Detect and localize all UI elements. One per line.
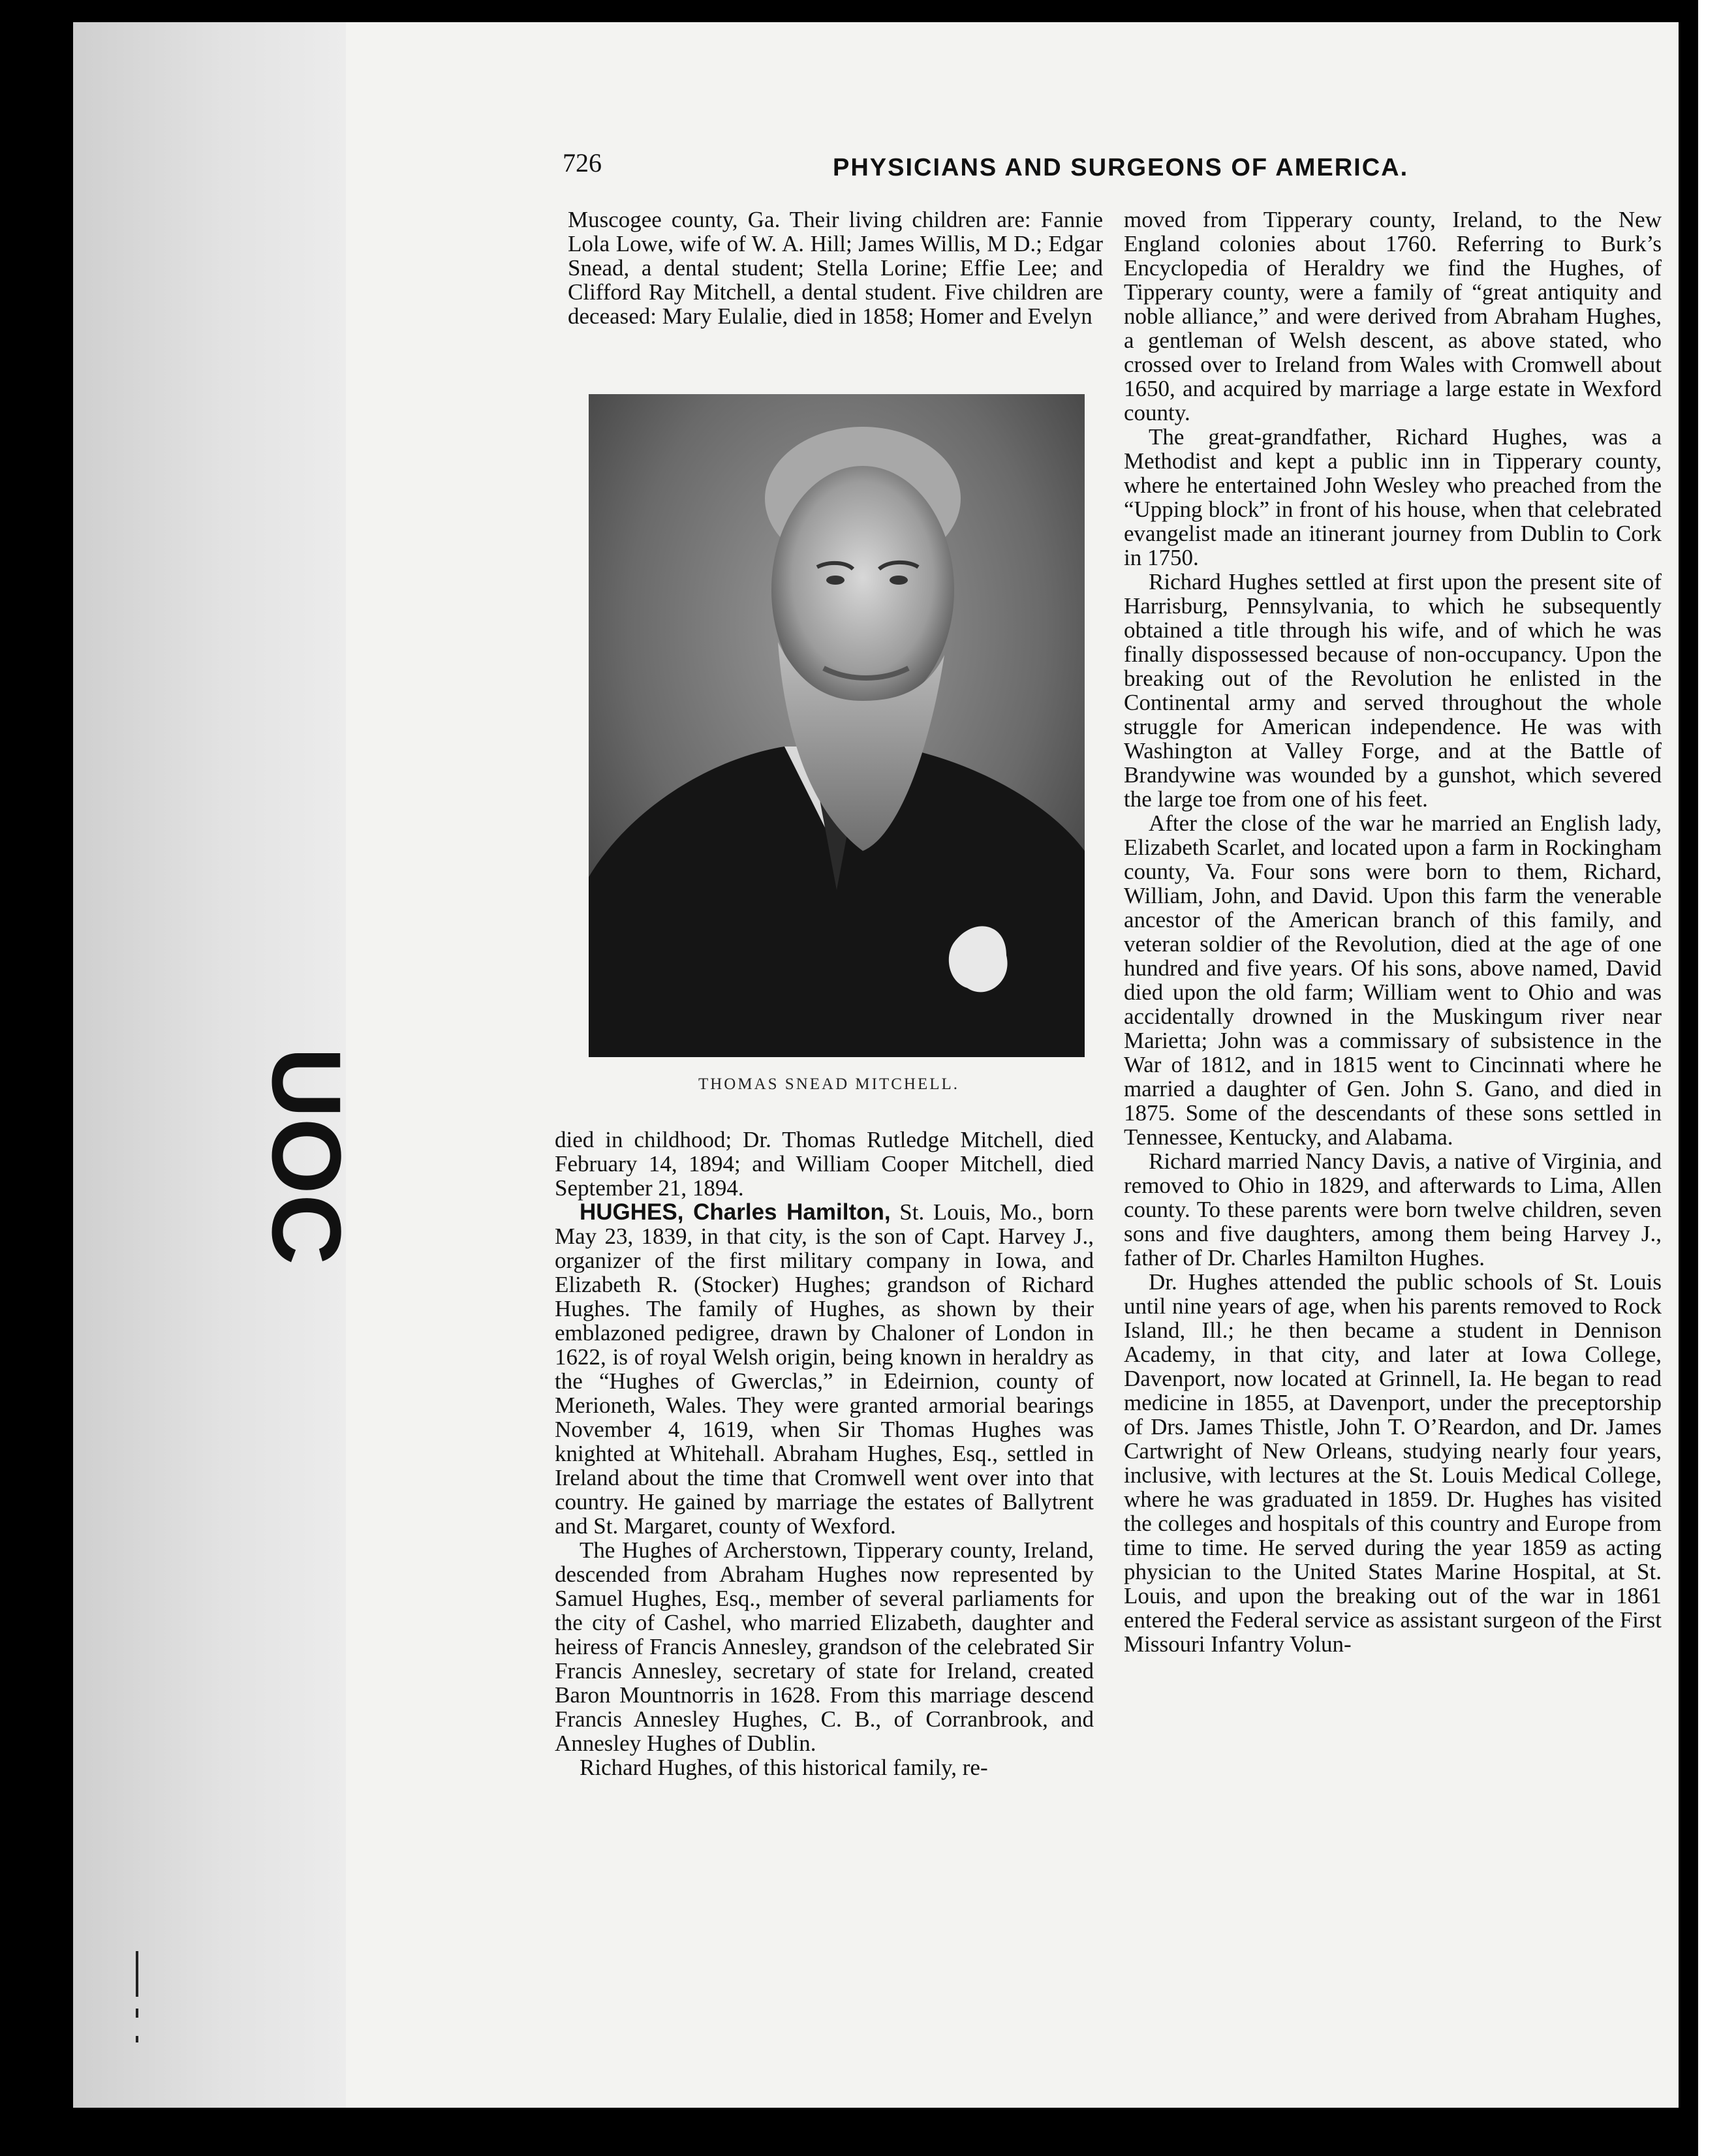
paragraph: Richard Hughes, of this historical family, re-	[580, 1755, 988, 1780]
paragraph: died in childhood; Dr. Thomas Rutledge Mitchell, died February 14, 1894; and William Cooper Mitchell, died September 21, 1894.	[555, 1127, 1094, 1201]
paragraph: moved from Tipperary county, Ireland, to the New England colonies about 1760. Referring to Burk’s Encyclopedia of Heraldry we find the Hughes, of Tipperary county, were a family of “great antiquity and noble alliance,” and were derived from Abraham Hughes, a gentleman of Welsh descent, as above stated, who crossed over to Ireland from Wales with Cromwell about 1650, and acquired by marriage a large estate in Wexford county.	[1124, 207, 1662, 425]
paragraph: After the close of the war he married an English lady, Elizabeth Scarlet, and located upon a farm in Rockingham county, Va. Four sons were born to them, Richard, William, John, and David. Upon this farm the venerable ancestor of the American branch of this family, and veteran soldier of the Revolution, died at the age of one hundred and five years. Of his sons, above named, David died upon the old farm; William went to Ohio and was accidentally drowned in the Muskingum river near Marietta; John was a commissary of subsistence in the War of 1812, and in 1815 went to Cincinnati where he married a daughter of Gen. John S. Gano, and died in 1875. Some of the descendants of these sons settled in Tennessee, Kentucky, and Alabama.	[1124, 810, 1662, 1150]
paragraph: The Hughes of Archerstown, Tipperary county, Ireland, descended from Abraham Hughes now represented by Samuel Hughes, Esq., member of several parliaments for the city of Cashel, who married Elizabeth, daughter and heiress of Francis Annesley, grandson of the celebrated Sir Francis Annesley, secretary of state for Ireland, created Baron Mountnorris in 1628. From this marriage descend Francis Annesley Hughes, C. B., of Corranbrook, and Annesley Hughes of Dublin.	[555, 1537, 1094, 1756]
column-1-bottom	[555, 1128, 1094, 1779]
edge-mark	[136, 2036, 138, 2042]
spine-stamp: UOC	[252, 1047, 362, 1265]
edge-mark	[136, 2009, 138, 2018]
paragraph: Dr. Hughes attended the public schools of St. Louis until nine years of age, when his parents removed to Rock Island, Ill.; he then became a student in Dennison Academy, in that city, and later at Iowa College, Davenport, now located at Grinnell, Ia. He began to read medicine in 1855, at Davenport, under the preceptorship of Drs. James Thistle, John T. O’Reardon, and Dr. James Cartwright of New Orleans, studying nearly four years, inclusive, with lectures at the St. Louis Medical College, where he was graduated in 1859. Dr. Hughes has visited the colleges and hospitals of this country and Europe from time to time. He served during the year 1859 as acting physician to the United States Marine Hospital, at St. Louis, and upon the breaking out of the war in 1861 entered the Federal service as assistant surgeon of the First Missouri Infantry Volun-	[1124, 1269, 1662, 1657]
running-title: PHYSICIANS AND SURGEONS OF AMERICA.	[833, 154, 1409, 181]
entry-name: HUGHES, Charles Hamilton,	[580, 1199, 891, 1225]
figure-caption: THOMAS SNEAD MITCHELL.	[698, 1075, 960, 1093]
column-2	[1124, 208, 1662, 1656]
paragraph: Richard Hughes settled at first upon the present site of Harrisburg, Pennsylvania, to which he subsequently obtained a title through his wife, and of which he was finally dispossessed because of non-occupancy. Upon the breaking out of the Revolution he enlisted in the Continental army and served throughout the whole struggle for American independence. He was with Washington at Valley Forge, and at the Battle of Brandywine was wounded by a gunshot, which severed the large toe from one of his feet.	[1124, 569, 1662, 812]
paragraph: Muscogee county, Ga. Their living children are: Fannie Lola Lowe, wife of W. A. Hill; James Willis, M D.; Edgar Snead, a dental student; Stella Lorine; Effie Lee; and Clifford Ray Mitchell, a dental student. Five children are deceased: Mary Eulalie, died in 1858; Homer and Evelyn	[568, 207, 1103, 329]
portrait-image	[589, 394, 1085, 1057]
edge-mark	[136, 1951, 138, 1997]
biography-entry-paragraph	[555, 1200, 1094, 1538]
column-1-top	[568, 208, 1103, 328]
paragraph: The great-grandfather, Richard Hughes, was a Methodist and kept a public inn in Tipperary county, where he entertained John Wesley who preached from the “Upping block” in front of his house, when that celebrated evangelist made an itinerant journey from Dublin to Cork in 1750.	[1124, 424, 1662, 570]
right-edge-strip	[1698, 0, 1736, 2156]
page-number: 726	[563, 148, 602, 177]
entry-text: St. Louis, Mo., born May 23, 1839, in that city, is the son of Capt. Harvey J., organizer of the first military company in Iowa, and Elizabeth R. (Stocker) Hughes; grandson of Richard Hughes. The family of Hughes, as shown by their emblazoned pedigree, drawn by Chaloner of London in 1622, is of royal Welsh origin, being known in heraldry as the “Hughes of Gwerclas,” in Edeirnion, county of Merioneth, Wales. They were granted armorial bearings November 4, 1619, when Sir Thomas Hughes was knighted at Whitehall. Abraham Hughes, Esq., settled in Ireland about the time that Cromwell went over into that country. He gained by marriage the estates of Ballytrent and St. Margaret, county of Wexford.	[555, 1199, 1094, 1539]
portrait-photo	[589, 394, 1085, 1057]
paragraph: Richard married Nancy Davis, a native of Virginia, and removed to Ohio in 1829, and afterwards to Lima, Allen county. To these parents were born twelve children, seven sons and five daughters, among them being Harvey J., father of Dr. Charles Hamilton Hughes.	[1124, 1148, 1662, 1270]
